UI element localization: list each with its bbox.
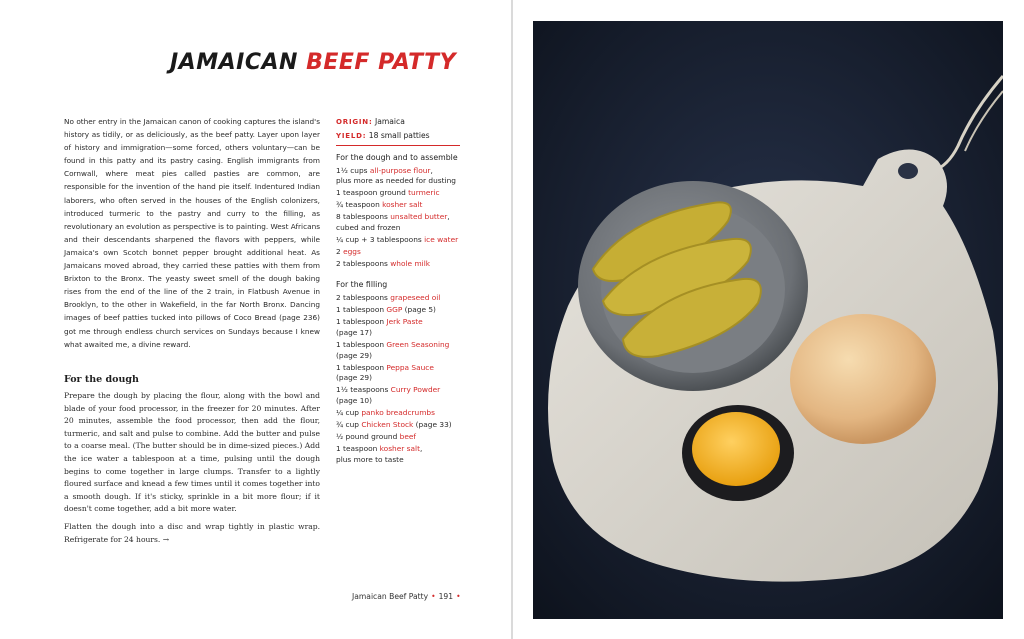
- method-heading: For the dough: [64, 374, 139, 385]
- ingredient-item: 1 tablespoon Peppa Sauce (page 29): [336, 362, 434, 383]
- ingredient-item: ¼ cup + 3 tablespoons ice water: [336, 235, 459, 245]
- ingredient-item: 2 tablespoons grapeseed oil: [336, 293, 441, 303]
- page-footer: Jamaican Beef Patty • 191 •: [352, 592, 461, 601]
- page-number: 191: [438, 592, 454, 601]
- title-part-2: BEEF PATTY: [306, 50, 457, 75]
- footer-title: Jamaican Beef Patty: [352, 592, 429, 601]
- recipe-meta: [336, 115, 466, 143]
- meta-divider: [336, 145, 460, 146]
- ingredient-item: 2 eggs: [336, 247, 361, 257]
- method-paragraph-1: Prepare the dough by placing the flour, along with the bowl and blade of your food processor, in the freezer for 20 minutes. After 20 minutes, assemble the food processor, then add the flour, turmeric, and salt and pulse to combine. Add the butter and pulse to a coarse meal. (The butter should be in dime-sized pieces.) Add the ice water a tablespoon at a time, pulsing until the dough begins to come together in large clumps. Transfer to a lightly floured surface and knead a few times until it comes together into a smooth dough. If it's sticky, sprinkle in a bit more flour; if it doesn't come together, add a bit more water.: [64, 391, 320, 514]
- ingredient-item: 1 teaspoon kosher salt, plus more to taste: [336, 444, 423, 464]
- yellow-sauce: [692, 412, 780, 486]
- coco-bread-bun: [790, 314, 936, 444]
- ingredient-item: 2 tablespoons whole milk: [336, 259, 431, 269]
- intro-paragraph: No other entry in the Jamaican canon of cooking captures the island's history as tidily, or as deliciously, as the beef patty. Layer upon layer of history and immigration—some forced, others voluntary—can be found in this patty and its pastry casing. English immigrants from Cornwall, where meat pies called pasties are common, are responsible for the invention of the hand pie itself. Indentured Indian laborers, who often served in the houses of the English colonizers, introduced turmeric to the pastry and curry to the filling, as revolutionary an evolution as perspective is to painting. West Africans and their descendants sharpened the flavors with peppers, while Jamaica's own Scotch bonnet pepper brought additional heat. As Jamaicans moved abroad, they carried these patties with them from Brixton to the Bronx. The yeasty sweet smell of the dough baking rises from the end of the line of the 2 train, in Flatbush Avenue in Brooklyn, to the other in Wakefield, in the far North Bronx. Dancing images of beef patties tucked into pillows of Coco Bread (page 236) got me through endless church services on Sundays because I knew what awaited me, a divine reward.: [64, 117, 320, 349]
- ingredients-list: [336, 153, 466, 467]
- food-photo: [533, 21, 1003, 619]
- method-text: [64, 390, 320, 551]
- ingredient-item: 1½ teaspoons Curry Powder (page 10): [336, 385, 441, 405]
- filling-ingredients-heading: For the filling: [336, 280, 388, 290]
- yield-label: YIELD:: [336, 132, 367, 140]
- ingredient-item: 8 tablespoons unsalted butter, cubed and frozen: [336, 212, 450, 233]
- title-part-1: JAMAICAN: [170, 50, 298, 75]
- ingredient-item: ¾ cup Chicken Stock (page 33): [336, 420, 452, 430]
- dough-ingredients-heading: For the dough and to assemble: [336, 153, 458, 162]
- method-paragraph-2: Flatten the dough into a disc and wrap tightly in plastic wrap. Refrigerate for 24 hours. →: [64, 521, 320, 544]
- ingredient-item: 1½ cups all-purpose flour, plus more as needed for dusting: [336, 165, 456, 186]
- origin-label: ORIGIN:: [336, 118, 373, 126]
- ingredient-item: 1 tablespoon Green Seasoning (page 29): [336, 339, 450, 360]
- ingredient-item: ¾ teaspoon kosher salt: [336, 200, 423, 210]
- origin-value: Jamaica: [374, 117, 405, 126]
- ingredient-item: ¼ cup panko breadcrumbs: [336, 407, 435, 417]
- ingredient-item: ½ pound ground beef: [336, 432, 417, 442]
- board-hole: [898, 163, 918, 179]
- ingredient-item: 1 teaspoon ground turmeric: [336, 188, 440, 198]
- ingredient-item: 1 tablespoon GGP (page 5): [336, 305, 436, 315]
- yield-value: 18 small patties: [368, 131, 430, 140]
- recipe-title: [170, 50, 456, 75]
- ingredient-item: 1 tablespoon Jerk Paste (page 17): [336, 317, 423, 337]
